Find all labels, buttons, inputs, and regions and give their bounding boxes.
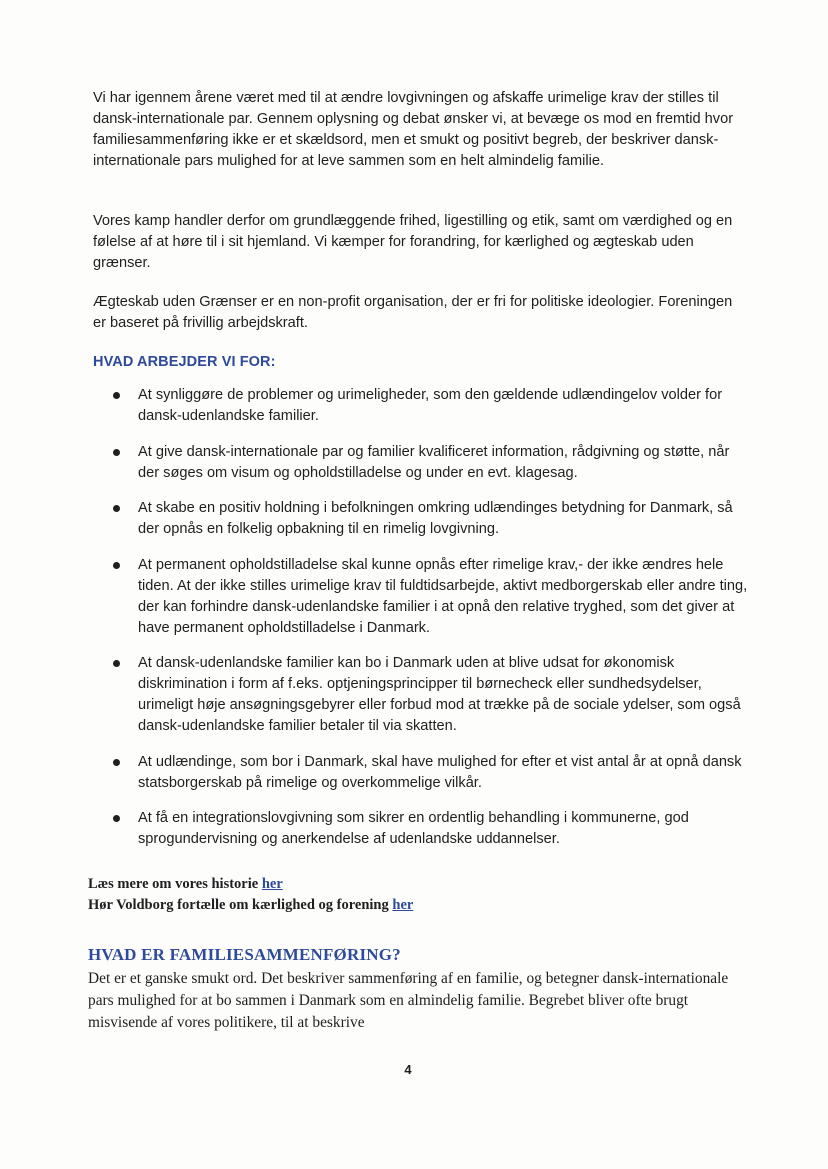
page-number: 4 [404,1062,412,1077]
bullet-icon [113,505,120,512]
bullet-icon [113,562,120,569]
list-item [110,498,750,540]
history-line [88,874,688,895]
list-item [110,555,750,639]
voldborg-link[interactable]: her [392,897,414,913]
intro-paragraph-1: Vi har igennem årene været med til at ændre lovgivningen og afskaffe urimelige krav der stilles til dansk-internationale par. Gennem oplysning og debat ønsker vi, at bevæge os mod en fremtid hvor familiesammenføring ikke er et skældsord, men et smukt og positivt begreb, der beskriver dansk-internationale pars mulighed for at leve sammen som en helt almindelig familie. [93,90,734,169]
list-item-text: At dansk-udenlandske familier kan bo i Danmark uden at blive udsat for økonomisk diskrimination i form af f.eks. optjeningsprincipper til børnecheck eller sundhedsydelser, urimeligt høje ansøgningsgebyrer eller forbud mod at trække på de sociale ydelser, som også dansk-udenlandske familier betaler til via skatten. [138,655,741,734]
bullet-icon [113,759,120,766]
bullet-icon [113,449,120,456]
list-item-text: At skabe en positiv holdning i befolkningen omkring udlændinges betydning for Danmark, så der opnås en folkelig opbakning til en rimelig lovgivning. [138,500,733,537]
history-text: Læs mere om vores historie [88,876,262,892]
list-item [110,808,750,850]
voldborg-line [88,895,688,916]
bullet-icon [113,815,120,822]
list-item-text: At synliggøre de problemer og urimeligheder, som den gældende udlændingelov volder for dansk-udenlandske familier. [138,387,723,424]
list-item-text: At give dansk-internationale par og familier kvalificeret information, rådgivning og støtte, når der søges om visum og opholdstilladelse og under en evt. klagesag. [138,443,730,481]
list-item-text: At permanent opholdstilladelse skal kunne opnås efter rimelige krav,- der ikke ændres hele tiden. At der ikke stilles urimelige krav til fuldtidsarbejde, aktivt medborgerskab eller andre ting, der kan forhindre dansk-udenlandske familier i at opnå den relative tryghed, som det giver at have permanent opholdstilladelse i Danmark. [138,556,748,636]
list-item [110,442,750,484]
section-heading-family-reunification: HVAD ER FAMILIESAMMENFØRING? [88,945,401,964]
goals-list [110,385,750,865]
list-item-text: At få en integrationslovgivning som sikrer en ordentlig behandling i kommunerne, god sprogundervisning og anerkendelse af udenlandske uddannelser. [138,810,689,847]
list-item [110,385,750,427]
section-heading-goals: HVAD ARBEJDER VI FOR: [93,354,276,370]
read-more-links [88,874,688,916]
list-item-text: At udlændinge, som bor i Danmark, skal have mulighed for efter et vist antal år at opnå dansk statsborgerskab på rimelige og overkommelige vilkår. [138,753,742,791]
list-item [110,752,750,794]
family-reunification-paragraph: Det er et ganske smukt ord. Det beskriver sammenføring af en familie, og betegner dansk-internationale pars mulighed for at bo sammen i Danmark som en almindelig familie. Begrebet bliver ofte brugt misvisende af vores politikere, til at beskrive [88,970,729,1031]
intro-paragraph-3: Ægteskab uden Grænser er en non-profit organisation, der er fri for politiske ideologier. Foreningen er baseret på frivillig arbejdskraft. [93,294,733,331]
history-link[interactable]: her [261,876,283,892]
bullet-icon [113,660,120,667]
voldborg-text: Hør Voldborg fortælle om kærlighed og forening [88,897,393,913]
list-item [110,653,750,737]
intro-paragraph-2: Vores kamp handler derfor om grundlæggende frihed, ligestilling og etik, samt om værdighed og en følelse af at høre til i sit hjemland. Vi kæmper for forandring, for kærlighed og ægteskab uden grænser. [93,213,733,271]
bullet-icon [113,392,120,399]
